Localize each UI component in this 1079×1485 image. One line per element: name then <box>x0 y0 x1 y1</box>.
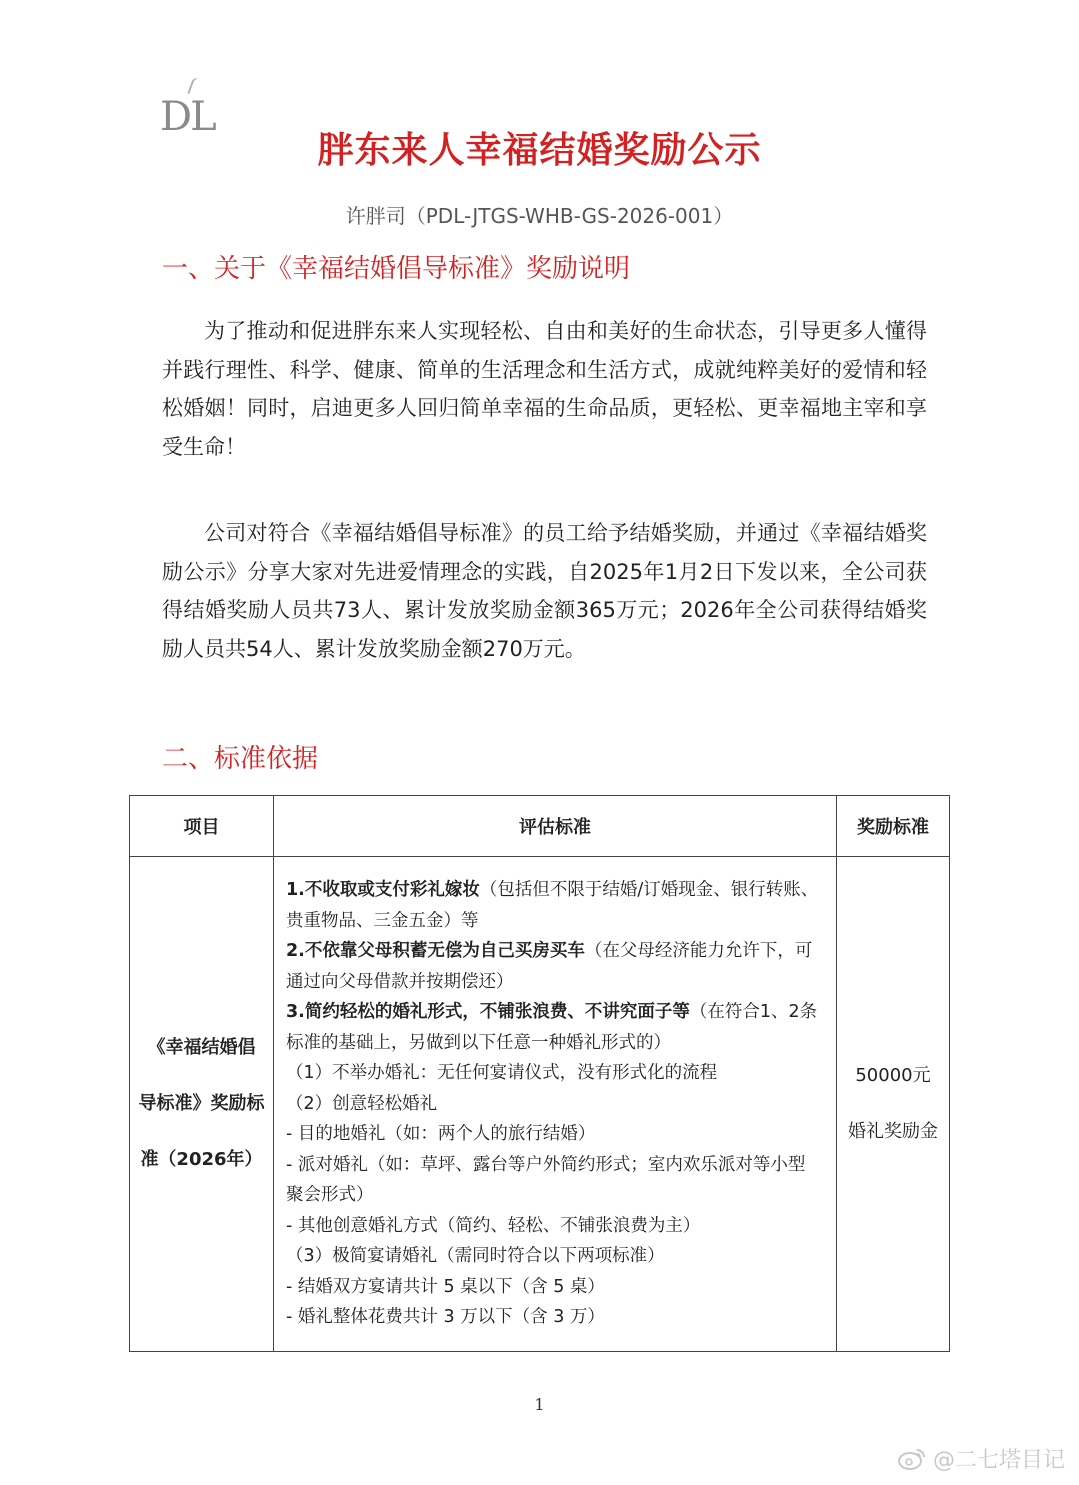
option-2-item: - 派对婚礼（如：草坪、露台等户外简约形式；室内欢乐派对等小型 <box>286 1154 806 1175</box>
section-2-heading: 二、标准依据 <box>162 744 319 774</box>
option-3: （3）极简宴请婚礼（需同时符合以下两项标准） <box>286 1246 665 1266</box>
option-2-item-continued: 聚会形式） <box>286 1185 374 1205</box>
item-name-line: 导标准》奖励标 <box>138 1092 265 1114</box>
criterion-2 <box>286 936 826 967</box>
option-2-item: - 目的地婚礼（如：两个人的旅行结婚） <box>286 1124 596 1144</box>
table-header-row <box>130 796 950 857</box>
criterion-3-title: 3.简约轻松的婚礼形式，不铺张浪费、不讲究面子等 <box>286 1002 690 1022</box>
item-name-line: 《幸福结婚倡 <box>147 1036 256 1058</box>
reward-label: 婚礼奖励金 <box>848 1120 938 1142</box>
criterion-2-continued: 通过向父母借款并按期偿还） <box>286 971 514 992</box>
criterion-2-detail: （在父母经济能力允许下，可 <box>584 941 813 961</box>
option-2-item: - 其他创意婚礼方式（简约、轻松、不铺张浪费为主） <box>286 1215 701 1236</box>
reward-amount: 50000元 <box>855 1064 931 1086</box>
section-1-heading: 一、关于《幸福结婚倡导标准》奖励说明 <box>162 254 631 284</box>
option-2: （2）创意轻松婚礼 <box>286 1093 438 1114</box>
reward-cell <box>837 857 950 1352</box>
watermark <box>897 1443 1065 1474</box>
criterion-3-detail: （在符合1、2条 <box>689 1002 818 1022</box>
logo-text: DL <box>160 94 215 140</box>
section-1-paragraph-1: 为了推动和促进胖东来人实现轻松、自由和美好的生命状态，引导更多人懂得并践行理性、科学、健康、简单的生活理念和生活方式，成就纯粹美好的爱情和轻松婚姻！同时，启迪更多人回归简单幸福的生命品质，更轻松、更幸福地主宰和享受生命！ <box>162 319 927 459</box>
option-3-item: - 结婚双方宴请共计 5 桌以下（含 5 桌） <box>286 1276 605 1297</box>
item-name-cell <box>130 857 274 1352</box>
option-1: （1）不举办婚礼：无任何宴请仪式，没有形式化的流程 <box>286 1063 718 1083</box>
criterion-3 <box>286 997 826 1028</box>
criteria-table <box>129 795 950 1352</box>
criterion-3-continued: 标准的基础上，另做到以下任意一种婚礼形式的） <box>286 1032 671 1053</box>
criterion-1 <box>286 875 826 906</box>
criterion-1-detail: （包括但不限于结婚/订婚现金、银行转账、 <box>479 880 819 900</box>
option-3-item: - 婚礼整体花费共计 3 万以下（含 3 万） <box>286 1307 605 1327</box>
header-reward: 奖励标准 <box>837 796 950 857</box>
weibo-icon <box>897 1447 927 1471</box>
criterion-2-title: 2.不依靠父母积蓄无偿为自己买房买车 <box>286 941 585 961</box>
document-title: 胖东来人幸福结婚奖励公示 <box>317 130 762 171</box>
table-row <box>130 857 950 1352</box>
header-criteria: 评估标准 <box>274 796 837 857</box>
page-number: 1 <box>534 1395 545 1414</box>
document-number: 许胖司（PDL-JTGS-WHB-GS-2026-001） <box>345 204 734 228</box>
criteria-cell <box>274 857 837 1352</box>
criterion-1-continued: 贵重物品、三金五金）等 <box>286 910 479 931</box>
criterion-1-title: 1.不收取或支付彩礼嫁妆 <box>286 880 480 900</box>
section-1-paragraph-2: 公司对符合《幸福结婚倡导标准》的员工给予结婚奖励，并通过《幸福结婚奖励公示》分享大家对先进爱情理念的实践，自2025年1月2日下发以来，全公司获得结婚奖励人员共73人、累计发放奖励金额365万元；2026年全公司获得结婚奖励人员共54人、累计发放奖励金额270万元。 <box>162 521 927 661</box>
header-item: 项目 <box>130 796 274 857</box>
watermark-text: @二七塔目记 <box>932 1448 1065 1473</box>
item-name-line: 准（2026年） <box>140 1148 263 1170</box>
